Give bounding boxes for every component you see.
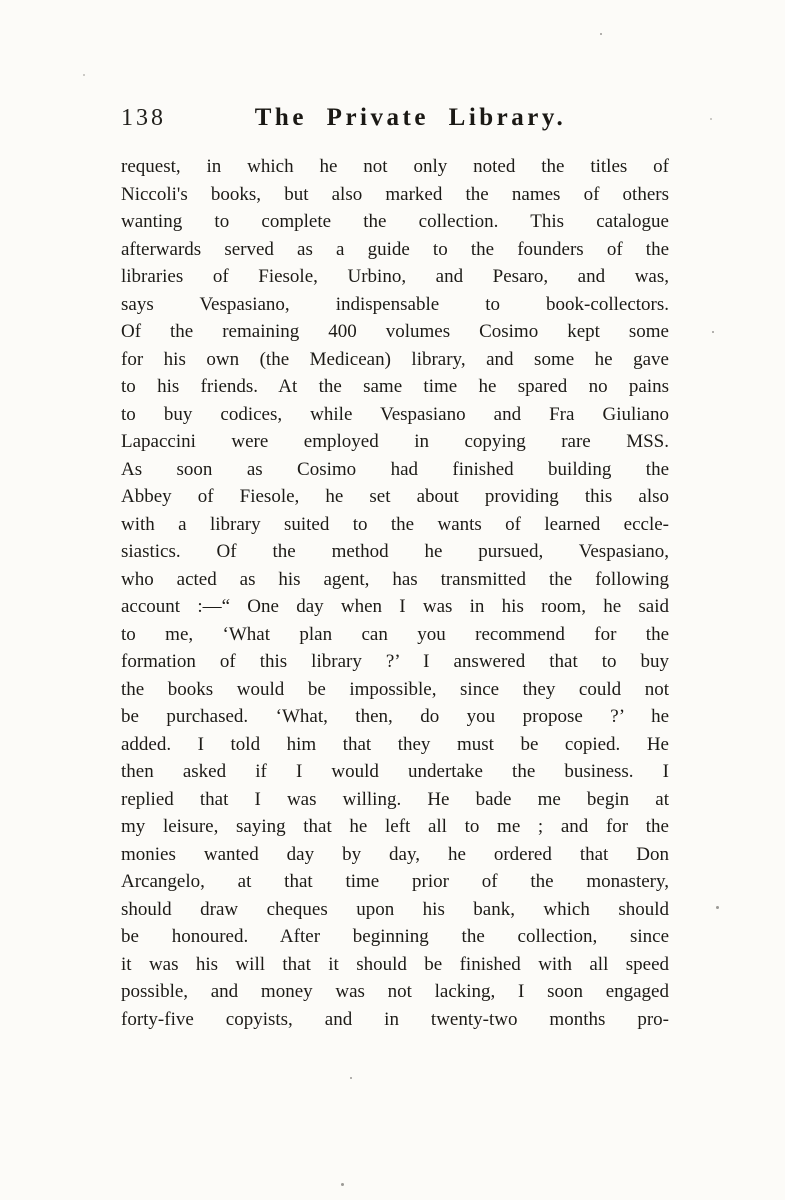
text-line: replied that I was willing. He bade me begin at <box>121 788 669 810</box>
text-line: be purchased. ‘What, then, do you propose ?’ he <box>121 706 669 727</box>
text-line: with a library suited to the wants of learned eccle- <box>121 513 669 535</box>
text-line: my leisure, saying that he left all to me ; and for the <box>121 816 669 837</box>
text-line: added. I told him that they must be copied. He <box>121 733 669 755</box>
text-line: Lapaccini were employed in copying rare MSS. <box>121 431 669 452</box>
text-line: siastics. Of the method he pursued, Vespasiano, <box>121 541 669 562</box>
text-line: for his own (the Medicean) library, and some he gave <box>121 348 669 370</box>
text-line: it was his will that it should be finished with all speed <box>121 953 669 975</box>
text-line: forty-five copyists, and in twenty-two months pro- <box>121 1008 669 1030</box>
text-line: then asked if I would undertake the business. I <box>121 761 669 782</box>
page-title: The Private Library. <box>254 104 567 131</box>
scan-speck <box>716 906 719 909</box>
text-line: afterwards served as a guide to the founders of the <box>121 238 669 260</box>
text-line: As soon as Cosimo had finished building the <box>121 458 669 480</box>
text-line: request, in which he not only noted the titles of <box>121 156 669 177</box>
scan-speck <box>600 33 602 35</box>
text-line: monies wanted day by day, he ordered that Don <box>121 843 669 865</box>
text-line: wanting to complete the collection. This catalogue <box>121 211 669 232</box>
text-line: to me, ‘What plan can you recommend for the <box>121 623 669 645</box>
page-number: 138 <box>121 105 166 131</box>
scan-speck <box>83 74 85 76</box>
text-line: Of the remaining 400 volumes Cosimo kept some <box>121 321 669 342</box>
text-line: to his friends. At the same time he spared no pains <box>121 376 669 397</box>
text-line: should draw cheques upon his bank, which should <box>121 898 669 920</box>
body-text <box>121 153 669 1033</box>
text-line: possible, and money was not lacking, I soon engaged <box>121 981 669 1002</box>
text-line: who acted as his agent, has transmitted the following <box>121 568 669 590</box>
text-line: to buy codices, while Vespasiano and Fra Giuliano <box>121 403 669 425</box>
scan-speck <box>341 1183 344 1186</box>
text-line: Arcangelo, at that time prior of the monastery, <box>121 871 669 892</box>
text-line: Abbey of Fiesole, he set about providing this also <box>121 486 669 507</box>
scan-speck <box>712 331 714 333</box>
text-line: libraries of Fiesole, Urbino, and Pesaro, and was, <box>121 266 669 287</box>
page-header <box>121 104 669 132</box>
text-line: says Vespasiano, indispensable to book-collectors. <box>121 293 669 315</box>
text-line: Niccoli's books, but also marked the names of others <box>121 183 669 205</box>
scan-speck <box>710 118 712 120</box>
text-line: account :—“ One day when I was in his room, he said <box>121 596 669 617</box>
text-line: the books would be impossible, since they could not <box>121 678 669 700</box>
scan-speck <box>350 1077 352 1079</box>
text-line: be honoured. After beginning the collection, since <box>121 926 669 947</box>
text-line: formation of this library ?’ I answered that to buy <box>121 651 669 672</box>
